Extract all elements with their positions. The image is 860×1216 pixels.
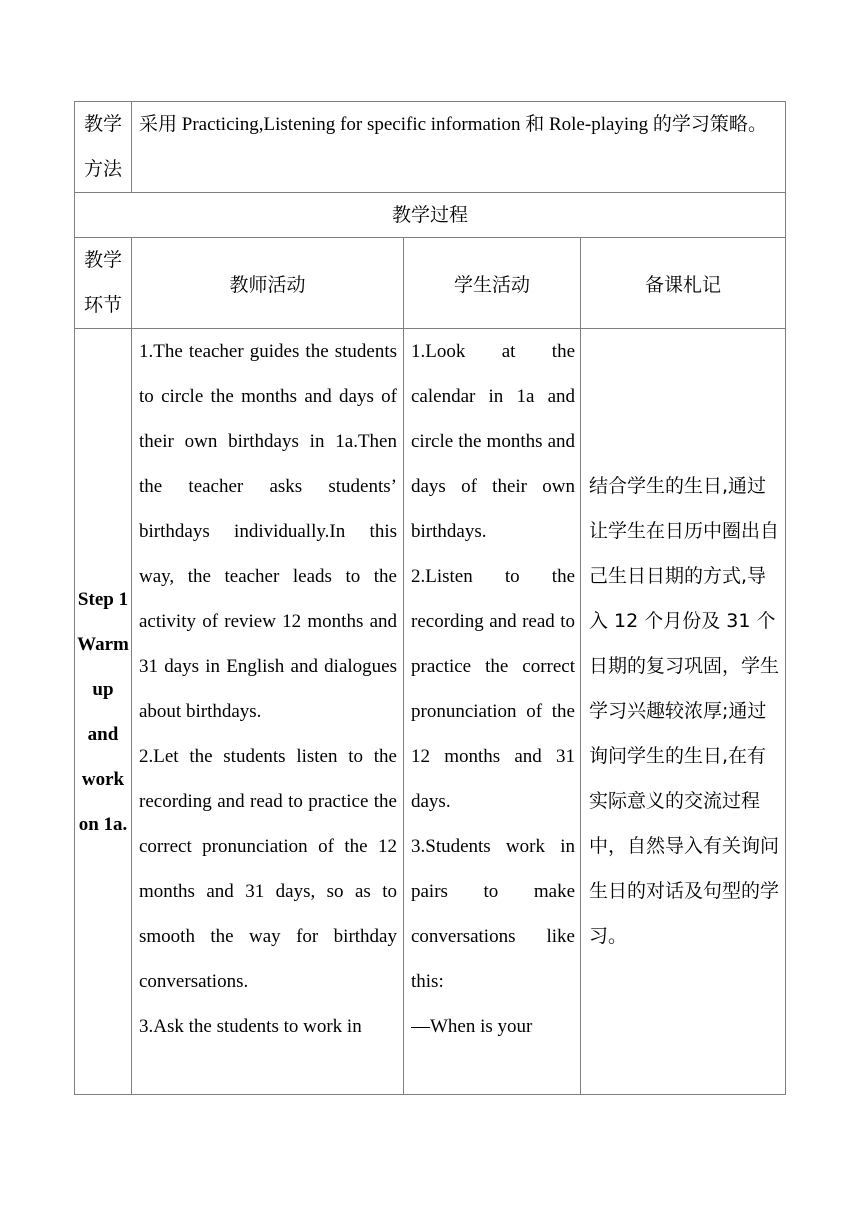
activity-paragraph: 1.The teacher guides the students to circle the months and days of their own birthdays in 1a.Then the teacher asks students’ birthdays individually.In this way, the teacher leads to the activity of review 12 months and 31 days in English and dialogues about birthdays. <box>139 341 397 722</box>
step1-stage-line5: work <box>81 768 125 790</box>
step1-student-activity <box>404 329 581 1095</box>
step1-row <box>75 329 786 1095</box>
notes-header-text: 备课札记 <box>645 273 722 296</box>
stage-header <box>75 238 132 329</box>
step1-notes-text: 结合学生的生日,通过让学生在日历中圈出自己生日日期的方式,导入 12 个月份及 31 个日期的复习巩固，学生学习兴趣较浓厚;通过询问学生的生日,在有实际意义的交流过程中，自然导入有关询问生日的对话及句型的学习。 <box>589 475 780 947</box>
teaching-method-content <box>132 102 786 193</box>
process-header-row <box>75 193 786 238</box>
student-activity-header <box>404 238 581 329</box>
step1-stage <box>75 329 132 1095</box>
step1-stage-line4: and <box>87 723 119 745</box>
step1-stage-line1: Step 1 <box>77 588 129 610</box>
step1-teacher-activity <box>132 329 404 1095</box>
teaching-method-label <box>75 102 132 193</box>
stage-header-line2: 环节 <box>83 294 122 316</box>
activity-paragraph: —When is your <box>411 1016 533 1037</box>
teaching-method-row <box>75 102 786 193</box>
activity-paragraph: 3.Students work in pairs to make conversations like this: <box>411 836 575 992</box>
notes-header <box>581 238 786 329</box>
activity-paragraph: 2.Listen to the recording and read to practice the correct pronunciation of the 12 months and 31 days. <box>411 566 575 812</box>
step1-teacher-activity-text <box>139 329 397 1049</box>
step1-stage-line6: on 1a. <box>78 813 128 835</box>
step1-notes <box>581 329 786 1095</box>
student-activity-header-text: 学生活动 <box>453 273 530 296</box>
lesson-plan-table <box>74 101 786 1095</box>
step1-stage-line3: up <box>92 678 114 700</box>
lesson-plan-page <box>74 101 785 1095</box>
teaching-method-label-line2: 方法 <box>83 158 122 180</box>
activity-paragraph: 2.Let the students listen to the recording and read to practice the correct pronunciation of the 12 months and 31 days, so as to smooth the way for birthday conversations. <box>139 746 397 992</box>
step1-student-activity-text <box>411 329 575 1049</box>
process-header <box>75 193 786 238</box>
column-header-row <box>75 238 786 329</box>
process-header-text: 教学过程 <box>392 204 469 226</box>
activity-paragraph: 3.Ask the students to work in <box>139 1016 362 1037</box>
step1-stage-line2: Warm <box>77 633 129 655</box>
teacher-activity-header-text: 教师活动 <box>229 273 306 296</box>
teaching-method-text: 采用 Practicing,Listening for specific information 和 Role-playing 的学习策略。 <box>139 114 767 135</box>
teacher-activity-header <box>132 238 404 329</box>
activity-paragraph: 1.Look at the calendar in 1a and circle the months and days of their own birthdays. <box>411 341 575 542</box>
stage-header-line1: 教学 <box>83 249 122 271</box>
teaching-method-label-line1: 教学 <box>83 113 122 135</box>
